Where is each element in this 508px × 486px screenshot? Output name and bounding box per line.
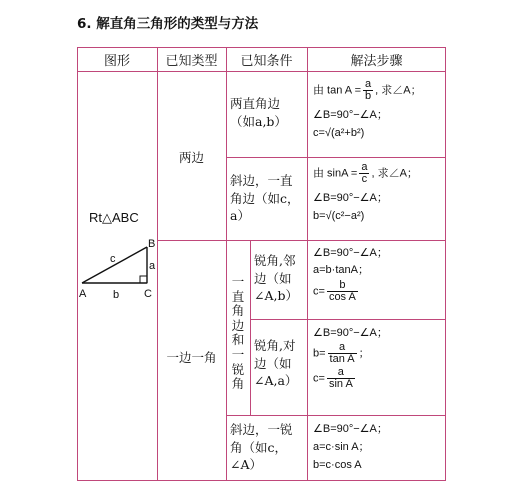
figure-label: Rt△ABC — [89, 210, 139, 225]
fraction-numerator: a — [327, 367, 355, 379]
step-row-1-line-3: c=√(a²+b²) — [313, 127, 365, 139]
steps-row-1 — [313, 79, 443, 140]
steps-row-5 — [313, 422, 443, 472]
step-text: c= — [313, 372, 325, 385]
side-c-label: c — [110, 253, 116, 265]
fraction — [327, 367, 355, 390]
step-row-5-line-1: ∠B=90°−∠A； — [313, 423, 388, 435]
step-text: 由 tan A = — [313, 84, 362, 97]
sub-type-text: 一 直 角 边 和 一 锐 角 — [231, 274, 245, 392]
condition-row-5: 斜边，一锐角（如c，∠A） — [230, 422, 293, 472]
fraction — [328, 342, 357, 365]
fraction-numerator: a — [328, 342, 357, 354]
step-row-1-line-2: ∠B=90°−∠A； — [313, 109, 388, 121]
step-text: c= — [313, 285, 325, 298]
step-row-3-line-1: ∠B=90°−∠A； — [313, 247, 388, 259]
step-row-4-line-3 — [313, 367, 443, 390]
fraction-denominator: cos A — [328, 291, 356, 303]
vertex-c-label: C — [144, 288, 152, 300]
fraction — [363, 79, 373, 102]
step-row-3-line-3 — [313, 280, 443, 303]
step-row-5-line-2: a=c·sin A； — [313, 441, 370, 453]
step-row-4-line-2 — [313, 342, 443, 365]
sub-type-vertical — [230, 275, 246, 392]
step-row-5-line-3: b=c·cos A — [313, 459, 362, 471]
step-text: b= — [313, 347, 326, 360]
step-text: , 求∠A； — [371, 167, 418, 180]
fraction-numerator: a — [361, 161, 368, 173]
sub-col-divider — [250, 240, 251, 415]
fraction-numerator: b — [327, 280, 358, 292]
row-divider-4 — [226, 415, 446, 416]
step-text: 由 sinA = — [313, 167, 358, 180]
header-known-type: 已知类型 — [165, 54, 218, 69]
section-heading: 6. 解直角三角形的类型与方法 — [77, 16, 259, 32]
header-solution-steps: 解法步骤 — [350, 54, 403, 69]
type-side-angle: 一边一角 — [166, 350, 217, 365]
step-text: ； — [358, 347, 370, 360]
step-row-4-line-1: ∠B=90°−∠A； — [313, 327, 388, 339]
type-two-sides: 两边 — [178, 150, 204, 165]
condition-row-3: 锐角,邻边（如∠A,b） — [254, 253, 298, 303]
step-row-3-line-2: a=b·tanA； — [313, 264, 369, 276]
steps-row-2 — [313, 162, 443, 223]
fraction — [359, 162, 369, 185]
header-figure: 图形 — [103, 54, 130, 69]
steps-row-4 — [313, 326, 443, 390]
fraction-denominator: tan A — [329, 353, 355, 365]
side-a-label: a — [149, 260, 156, 272]
fraction-numerator: a — [365, 78, 372, 90]
header-divider — [77, 71, 446, 72]
steps-row-3 — [313, 246, 443, 303]
side-b-label: b — [113, 289, 120, 301]
fraction — [327, 280, 358, 303]
vertex-b-label: B — [148, 238, 156, 250]
method-table — [77, 47, 446, 481]
condition-row-1: 两直角边（如a,b） — [230, 96, 287, 129]
row-divider-2 — [157, 240, 446, 241]
header-known-condition: 已知条件 — [240, 54, 293, 69]
step-row-2-line-1 — [313, 162, 443, 185]
condition-row-4: 锐角,对边（如∠A,a） — [254, 338, 298, 388]
fraction-denominator: b — [365, 90, 372, 102]
vertex-a-label: A — [79, 288, 87, 300]
step-row-2-line-2: ∠B=90°−∠A； — [313, 192, 388, 204]
fraction-denominator: sin A — [328, 378, 353, 390]
condition-row-2: 斜边，一直角边（如c，a） — [230, 173, 300, 223]
row-divider-3 — [250, 319, 446, 320]
row-divider-1 — [226, 157, 446, 158]
fraction-denominator: c — [361, 173, 368, 185]
col-divider-1 — [157, 47, 158, 481]
step-text: , 求∠A； — [375, 84, 422, 97]
step-row-2-line-3: b=√(c²−a²) — [313, 210, 365, 222]
step-row-1-line-1 — [313, 79, 443, 102]
